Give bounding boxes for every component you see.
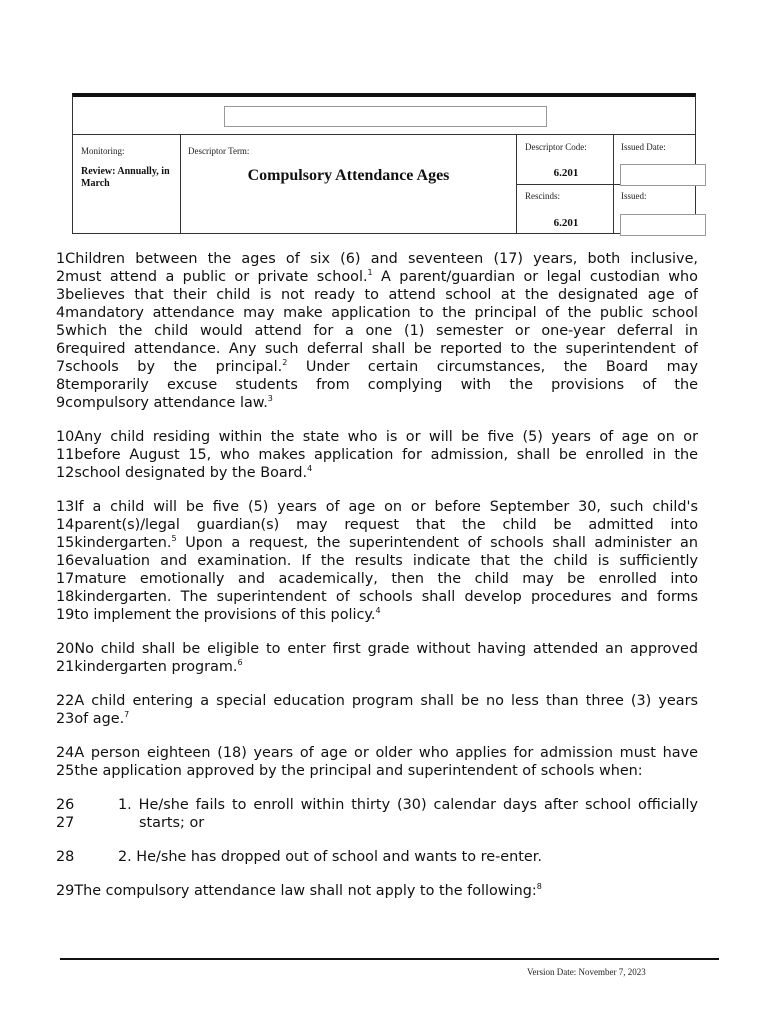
line-text (65, 394, 698, 412)
text-line (56, 376, 698, 394)
review-schedule: Review: Annually, in March (81, 166, 170, 189)
line-text-content: kindergarten. (74, 535, 172, 551)
text-line (56, 322, 698, 340)
line-text-content: parent(s)/legal guardian(s) may request that the child be admitted into (74, 517, 698, 533)
line-text (74, 498, 698, 516)
line-text (65, 340, 698, 358)
line-number: 28 (56, 849, 75, 865)
line-text (74, 762, 698, 780)
text-line (56, 814, 698, 832)
policy-header-table (72, 93, 696, 234)
line-text-content: starts; or (139, 815, 205, 831)
line-text (65, 358, 698, 376)
line-text-content: believes that their child is not ready to attend school at the designated age of (65, 287, 698, 303)
line-text (74, 552, 698, 570)
line-text (74, 570, 698, 588)
text-line (56, 516, 698, 534)
line-number: 29 (56, 883, 75, 899)
policy-title: Compulsory Attendance Ages (247, 167, 450, 184)
line-text-content: which the child would attend for a one (1) semester or one-year deferral in (65, 323, 698, 339)
line-text (65, 286, 698, 304)
footnote-ref: 4 (307, 464, 313, 473)
issued-date-label: Issued Date: (621, 142, 666, 152)
descriptor-code-label: Descriptor Code: (525, 142, 587, 152)
text-line (56, 428, 698, 446)
line-text-content: 1. He/she fails to enroll within thirty (30) calendar days after school officially (118, 797, 698, 813)
text-line (56, 286, 698, 304)
version-date: Version Date: November 7, 2023 (527, 967, 646, 977)
line-number: 24 (56, 745, 75, 761)
line-number: 2 (56, 269, 66, 285)
text-line (56, 692, 698, 710)
line-number: 22 (56, 693, 75, 709)
line-number: 7 (56, 359, 66, 375)
line-text (65, 304, 698, 322)
line-text (74, 640, 698, 658)
line-number: 19 (56, 607, 75, 623)
line-text (74, 692, 698, 710)
line-text-content: of age. (74, 711, 125, 727)
line-text-content: No child shall be eligible to enter first grade without having attended an approved (74, 641, 698, 657)
line-text-continued: Upon a request, the superintendent of schools shall administer an (176, 535, 698, 551)
line-number: 10 (56, 429, 75, 445)
line-text (74, 882, 698, 900)
text-line (56, 250, 698, 268)
text-line (56, 588, 698, 606)
line-number: 3 (56, 287, 66, 303)
issued-field[interactable] (620, 214, 706, 236)
line-number: 21 (56, 659, 75, 675)
text-line (56, 340, 698, 358)
line-number: 25 (56, 763, 75, 779)
line-text (74, 516, 698, 534)
line-number: 26 (56, 797, 75, 813)
rescinds-code: 6.201 (553, 217, 579, 229)
line-text-content: Any child residing within the state who is or will be five (5) years of age on or (74, 429, 698, 445)
descriptor-term-label: Descriptor Term: (188, 146, 250, 156)
line-number: 27 (56, 815, 75, 831)
paragraph (56, 250, 698, 412)
paragraph (56, 744, 698, 780)
line-text-content: evaluation and examination. If the results indicate that the child is sufficiently (74, 553, 698, 569)
line-number: 18 (56, 589, 75, 605)
line-text (74, 534, 698, 552)
line-number: 1 (56, 251, 66, 267)
paragraph (56, 640, 698, 676)
line-number: 11 (56, 447, 75, 463)
line-number: 9 (56, 395, 66, 411)
line-text (74, 606, 698, 624)
footnote-ref: 8 (536, 882, 542, 891)
line-text (65, 322, 698, 340)
line-number: 8 (56, 377, 66, 393)
text-line (56, 570, 698, 588)
line-text-content: required attendance. Any such deferral shall be reported to the superintendent of (65, 341, 698, 357)
line-number: 12 (56, 465, 75, 481)
policy-body (56, 250, 698, 916)
line-text-content: temporarily excuse students from complying with the provisions of the (65, 377, 698, 393)
footnote-ref: 3 (267, 394, 273, 403)
text-line (56, 744, 698, 762)
line-text (65, 376, 698, 394)
descriptor-code: 6.201 (553, 167, 579, 179)
text-line (56, 394, 698, 412)
line-text-content: must attend a public or private school. (65, 269, 368, 285)
line-number: 15 (56, 535, 75, 551)
line-text-content: the application approved by the principal and superintendent of schools when: (74, 763, 643, 779)
line-text-content: to implement the provisions of this policy. (74, 607, 376, 623)
line-text (80, 796, 698, 814)
line-text-content: Children between the ages of six (6) and seventeen (17) years, both inclusive, (65, 251, 698, 267)
monitoring-label: Monitoring: (81, 146, 125, 156)
footnote-ref: 1 (367, 268, 373, 277)
line-number: 16 (56, 553, 75, 569)
line-text (74, 744, 698, 762)
text-line (56, 848, 698, 866)
text-line (56, 606, 698, 624)
text-line (56, 640, 698, 658)
line-number: 23 (56, 711, 75, 727)
text-line (56, 446, 698, 464)
line-text-content: A person eighteen (18) years of age or older who applies for admission must have (74, 745, 698, 761)
line-text (65, 250, 698, 268)
text-line (56, 762, 698, 780)
text-line (56, 796, 698, 814)
line-text (74, 464, 698, 482)
text-line (56, 498, 698, 516)
line-text-continued: A parent/guardian or legal custodian who (372, 269, 698, 285)
text-line (56, 710, 698, 728)
line-text-content: compulsory attendance law. (65, 395, 268, 411)
text-line (56, 358, 698, 376)
text-line (56, 658, 698, 676)
line-text-content: 2. He/she has dropped out of school and wants to re-enter. (118, 849, 542, 865)
text-line (56, 304, 698, 322)
text-line (56, 882, 698, 900)
line-text (80, 848, 698, 866)
footnote-ref: 5 (171, 534, 177, 543)
issued-label: Issued: (621, 191, 647, 201)
line-text-content: If a child will be five (5) years of age on or before September 30, such child's (74, 499, 698, 515)
line-text-content: mandatory attendance may make application to the principal of the public school (65, 305, 698, 321)
paragraph (56, 882, 698, 900)
header-title-field[interactable] (224, 106, 547, 127)
line-text-content: kindergarten. The superintendent of schools shall develop procedures and forms (74, 589, 698, 605)
line-text-content: schools by the principal. (65, 359, 283, 375)
line-text-content: school designated by the Board. (74, 465, 308, 481)
line-number: 13 (56, 499, 75, 515)
line-number: 20 (56, 641, 75, 657)
line-text (65, 268, 698, 286)
header-divider (73, 134, 695, 135)
line-text (80, 814, 698, 832)
footnote-ref: 2 (282, 358, 288, 367)
footnote-ref: 7 (124, 710, 130, 719)
line-text-content: The compulsory attendance law shall not apply to the following: (74, 883, 537, 899)
paragraph (56, 498, 698, 624)
issued-date-field[interactable] (620, 164, 706, 186)
line-number: 5 (56, 323, 66, 339)
line-text (74, 710, 698, 728)
line-text (74, 446, 698, 464)
line-number: 14 (56, 517, 75, 533)
paragraph (56, 692, 698, 728)
footer-divider (60, 958, 719, 960)
line-number: 6 (56, 341, 66, 357)
line-text-content: kindergarten program. (74, 659, 238, 675)
line-number: 17 (56, 571, 75, 587)
line-text-content: mature emotionally and academically, then the child may be enrolled into (74, 571, 698, 587)
rescinds-label: Rescinds: (525, 191, 560, 201)
line-text (74, 658, 698, 676)
text-line (56, 268, 698, 286)
list-item (56, 848, 698, 866)
line-text-content: A child entering a special education program shall be no less than three (3) years (74, 693, 698, 709)
footnote-ref: 6 (237, 658, 243, 667)
line-text (74, 588, 698, 606)
line-number: 4 (56, 305, 66, 321)
line-text (74, 428, 698, 446)
footnote-ref: 4 (375, 606, 381, 615)
line-text-continued: Under certain circumstances, the Board may (287, 359, 698, 375)
paragraph (56, 428, 698, 482)
text-line (56, 534, 698, 552)
line-text-content: before August 15, who makes application for admission, shall be enrolled in the (74, 447, 698, 463)
text-line (56, 552, 698, 570)
list-item (56, 796, 698, 832)
text-line (56, 464, 698, 482)
